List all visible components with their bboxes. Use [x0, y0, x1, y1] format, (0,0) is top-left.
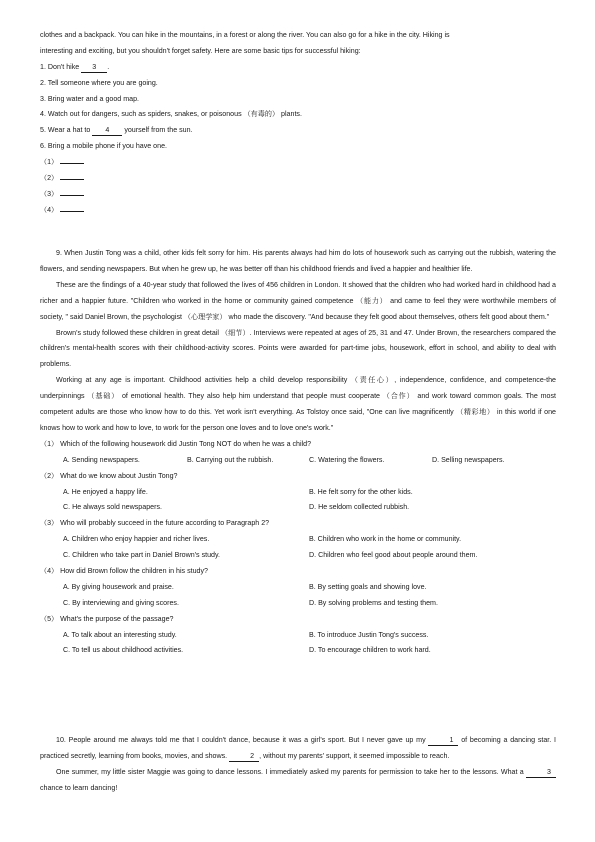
q10-paragraph-1 [40, 733, 556, 765]
q9-question-1 [40, 437, 556, 469]
option-d[interactable]: D. Selling newspapers. [432, 455, 505, 464]
answer-line-4 [40, 203, 556, 219]
answer-blank[interactable] [60, 179, 84, 180]
q10-text-e: chance to learn dancing! [40, 783, 118, 792]
answer-blank[interactable] [60, 211, 84, 212]
q9-question-4 [40, 564, 556, 612]
question-stem: （5） What's the purpose of the passage? [40, 614, 174, 623]
q9-paragraph-2: These are the findings of a 40-year study that followed the lives of 456 children in London. It showed that the children who had worked hard in childhood had a richer and a happier future. "Children who worked in the home or community gained competence （能力） and came to feel they were worthwhile members of society, " said Daniel Brown, the psychologist （心理学家） who made the discovery. "And because they felt good about themselves, others felt good about them." [40, 280, 556, 321]
hiking-intro-line-2: interesting and exciting, but you shouldn't forget safety. Here are some basic tips for successful hiking: [40, 46, 361, 55]
question-stem: （1） Which of the following housework did Justin Tong NOT do when he was a child? [40, 439, 312, 448]
answer-line-1 [40, 155, 556, 171]
hiking-section [40, 28, 556, 219]
answer-number: （4） [40, 205, 59, 214]
option-b[interactable]: B. To introduce Justin Tong's success. [309, 630, 429, 639]
option-d[interactable]: D. Children who feel good about people around them. [309, 551, 478, 560]
options-row [40, 580, 556, 596]
question-10-section [40, 733, 556, 797]
question-stem: （2） What do we know about Justin Tong? [40, 471, 178, 480]
q9-paragraph-4: Working at any age is important. Childhood activities help a child develop responsibility （责任心）, independence, confidence, and competence-the underpinnings （基础） of emotional health. They also help him understand that people must cooperate （合作） and work toward common goals. The most competent adults are those who know how to do this. Yet work isn't everything. As Tolstoy once said, "One can live magnificently （精彩地） in this world if one knows how to work and how to love, to work for the person one loves and to love one's work." [40, 376, 556, 432]
hiking-intro-line-1: clothes and a backpack. You can hike in the mountains, in a forest or along the river. You can also go for a hike in the city. Hiking is [40, 31, 450, 39]
q9-question-2 [40, 469, 556, 517]
q9-question-5 [40, 612, 556, 660]
blank-4: 4 [92, 126, 122, 136]
option-c[interactable]: C. Watering the flowers. [309, 455, 385, 464]
option-a[interactable]: A. He enjoyed a happy life. [63, 487, 148, 496]
answer-blank[interactable] [60, 195, 84, 196]
options-row [40, 485, 556, 501]
option-c[interactable]: C. He always sold newspapers. [63, 503, 162, 512]
answer-number: （1） [40, 158, 59, 167]
tip-1-text: 1. Don't hike [40, 62, 80, 71]
hiking-tip-4: 4. Watch out for dangers, such as spiders, snakes, or poisonous （有毒的） plants. [40, 110, 302, 119]
hiking-tip-1 [40, 60, 556, 76]
question-stem: （3） Who will probably succeed in the future according to Paragraph 2? [40, 519, 270, 528]
q9-question-3 [40, 516, 556, 564]
answer-number: （3） [40, 189, 59, 198]
options-row [40, 453, 556, 469]
hiking-tip-3: 3. Bring water and a good map. [40, 94, 139, 103]
option-a[interactable]: A. Children who enjoy happier and richer lives. [63, 535, 210, 544]
q9-paragraph-1: 9. When Justin Tong was a child, other kids felt sorry for him. His parents always had him do lots of housework such as carrying out the rubbish, watering the flowers, and sending newspapers. But when he grew up, he was better off than his childhood friends and lived a happier and healthier life. [40, 249, 556, 273]
options-row [40, 500, 556, 516]
option-b[interactable]: B. He felt sorry for the other kids. [309, 487, 413, 496]
q10-text-c: , without my parents' support, it seemed impossible to reach. [259, 751, 450, 760]
options-row [40, 628, 556, 644]
q10-text-d: One summer, my little sister Maggie was going to dance lessons. I immediately asked my parents for permission to take her to the lessons. What a [56, 767, 524, 776]
hiking-tip-5 [40, 123, 556, 139]
tip-1-end: . [107, 62, 110, 71]
option-d[interactable]: D. By solving problems and testing them. [309, 598, 438, 607]
options-row [40, 643, 556, 659]
option-a[interactable]: A. Sending newspapers. [63, 455, 140, 464]
hiking-tip-2: 2. Tell someone where you are going. [40, 78, 158, 87]
tip-5-text: 5. Wear a hat to [40, 126, 91, 135]
answer-line-2 [40, 171, 556, 187]
option-c[interactable]: C. Children who take part in Daniel Brown's study. [63, 551, 220, 560]
q10-paragraph-2 [40, 765, 556, 797]
question-stem: （4） How did Brown follow the children in his study? [40, 567, 208, 575]
blank-1: 1 [428, 736, 458, 746]
answer-blank[interactable] [60, 163, 84, 164]
answer-line-3 [40, 187, 556, 203]
blank-2: 2 [229, 752, 259, 762]
option-c[interactable]: C. By interviewing and giving scores. [63, 598, 179, 607]
answer-number: （2） [40, 174, 59, 183]
option-a[interactable]: A. To talk about an interesting study. [63, 630, 177, 639]
q10-text-b: of becoming a dancing star. I practiced secretly, learning from books, movies, and shows. [40, 736, 556, 760]
option-b[interactable]: B. Children who work in the home or community. [309, 535, 462, 544]
option-a[interactable]: A. By giving housework and praise. [63, 582, 174, 591]
blank-3: 3 [81, 63, 107, 73]
option-b[interactable]: B. Carrying out the rubbish. [187, 455, 274, 464]
option-b[interactable]: B. By setting goals and showing love. [309, 582, 427, 591]
options-row [40, 532, 556, 548]
option-d[interactable]: D. He seldom collected rubbish. [309, 503, 410, 512]
tip-5-end: yourself from the sun. [124, 126, 193, 135]
hiking-tip-6: 6. Bring a mobile phone if you have one. [40, 142, 167, 151]
q10-text-a: 10. People around me always told me that I couldn't dance, because it was a girl's sport. But I never gave up my [56, 736, 426, 744]
q9-paragraph-3: Brown's study followed these children in great detail （细节）. Interviews were repeated at ages of 25, 31 and 47. Under Brown, the researchers compared the children's mental-health scores with their childhood-activity scores. Points were awarded for part-time jobs, housework, effort in school, and ability to deal with problems. [40, 328, 556, 369]
options-row [40, 596, 556, 612]
option-c[interactable]: C. To tell us about childhood activities. [63, 646, 184, 655]
question-9-section [40, 246, 556, 659]
blank-3: 3 [526, 768, 556, 778]
option-d[interactable]: D. To encourage children to work hard. [309, 646, 431, 655]
options-row [40, 548, 556, 564]
